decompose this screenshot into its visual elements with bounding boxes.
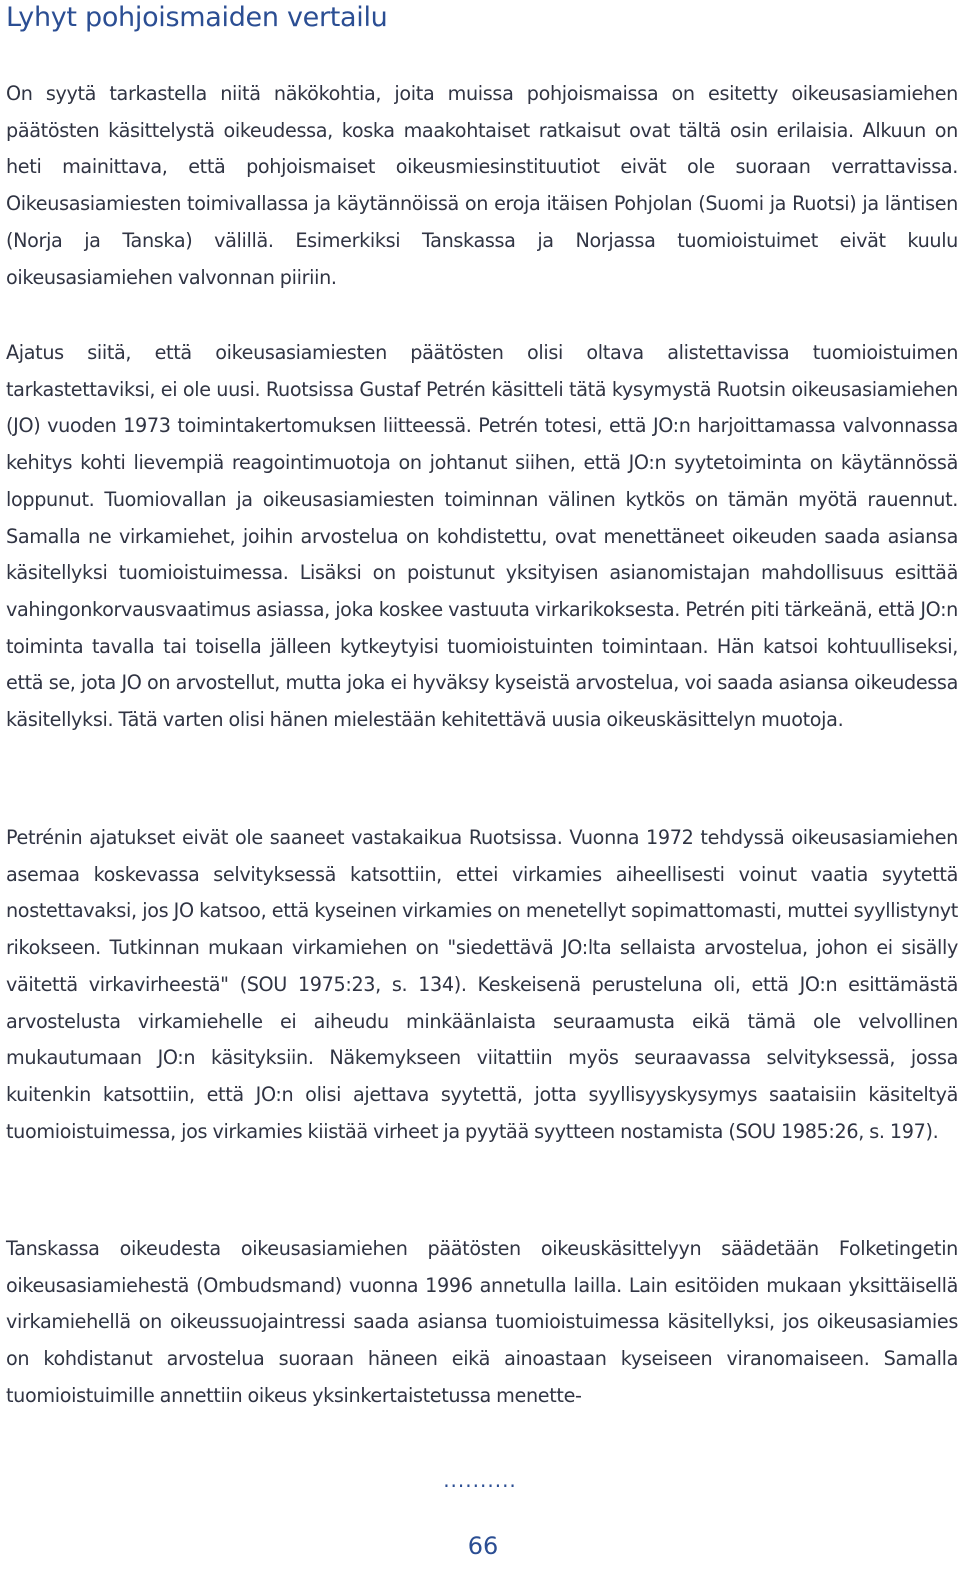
paragraph-3: Petrénin ajatukset eivät ole saaneet vastakaikua Ruotsissa. Vuonna 1972 tehdyssä oikeusasiamiehen asemaa koskevassa selvityksessä katsottiin, ettei virkamies aiheellisesti voinut vaatia syytettä nostettavaksi, jos JO katsoo, että kyseinen virkamies on menetellyt sopimattomasti, muttei syyllistynyt rikokseen. Tutkinnan mukaan virkamiehen on "siedettävä JO:lta sellaista arvostelua, johon ei sisälly väitettä virkavirheestä" (SOU 1975:23, s. 134). Keskeisenä perusteluna oli, että JO:n esittämästä arvostelusta virkamiehelle ei aiheudu minkäänlaista seuraamusta eikä tämä ole velvollinen mukautumaan JO:n käsityksiin. Näkemykseen viitattiin myös seuraavassa selvityksessä, jossa kuitenkin katsottiin, että JO:n olisi ajettava syytettä, jotta syyllisyyskysymys saataisiin käsiteltyä tuomioistuimessa, jos virkamies kiistää virheet ja pyytää syytteen nostamista (SOU 1985:26, s. 197). [6,826,958,1143]
paragraph-2: Ajatus siitä, että oikeusasiamiesten päätösten olisi oltava alistettavissa tuomioistuimen tarkastettaviksi, ei ole uusi. Ruotsissa Gustaf Petrén käsitteli tätä kysymystä Ruotsin oikeusasiamiehen (JO) vuoden 1973 toimintakertomuksen liitteessä. Petrén totesi, että JO:n harjoittamassa valvonnassa kehitys kohti lievempiä reagointimuotoja on johtanut siihen, että JO:n syytetoiminta on käytännössä loppunut. Tuomiovallan ja oikeusasiamiesten toiminnan välinen kytkös on tämän myötä rauennut. Samalla ne virkamiehet, joihin arvostelua on kohdistettu, ovat menettäneet oikeuden saada asiansa käsitellyksi tuomioistuimessa. Lisäksi on poistunut yksityisen asianomistajan mahdollisuus esittää vahingonkorvausvaatimus asiassa, joka koskee vastuuta virkarikoksesta. Petrén piti tärkeänä, että JO:n toiminta tavalla tai toisella jälleen kytkeytyisi tuomioistuinten toimintaan. Hän katsoi kohtuulliseksi, että se, jota JO on arvostellut, mutta joka ei hyväksy kyseistä arvostelua, voi saada asiansa oikeudessa käsitellyksi. Tätä varten olisi hänen mielestään kehitettävä uusia oikeuskäsittelyn muotoja. [6,341,958,732]
page-number: 66 [467,1532,499,1560]
document-page [6,0,958,1407]
footer-dots-divider: .......... [443,1468,517,1492]
paragraph-1: On syytä tarkastella niitä näkökohtia, joita muissa pohjoismaissa on esitetty oikeusasiamiehen päätösten käsittelystä oikeudessa, koska maakohtaiset ratkaisut ovat tältä osin erilaisia. Alkuun on heti mainittava, että pohjoismaiset oikeusmiesinstituutiot eivät ole suoraan verrattavissa. Oikeusasiamiesten toimivallassa ja käytännöissä on eroja itäisen Pohjolan (Suomi ja Ruotsi) ja läntisen (Norja ja Tanska) välillä. Esimerkiksi Tanskassa ja Norjassa tuomioistuimet eivät kuulu oikeusasiamiehen valvonnan piiriin. [6,82,958,289]
section-heading: Lyhyt pohjoismaiden vertailu [6,2,388,33]
paragraph-4: Tanskassa oikeudesta oikeusasiamiehen päätösten oikeuskäsittelyyn säädetään Folketingetin oikeusasiamiehestä (Ombudsmand) vuonna 1996 annetulla lailla. Lain esitöiden mukaan yksittäisellä virkamiehellä on oikeussuojaintressi saada asiansa tuomioistuimessa käsitellyksi, jos oikeusasiamies on kohdistanut arvostelua suoraan häneen eikä ainoastaan kyseiseen viranomaiseen. Samalla tuomioistuimille annettiin oikeus yksinkertaistetussa menette- [6,1237,958,1407]
